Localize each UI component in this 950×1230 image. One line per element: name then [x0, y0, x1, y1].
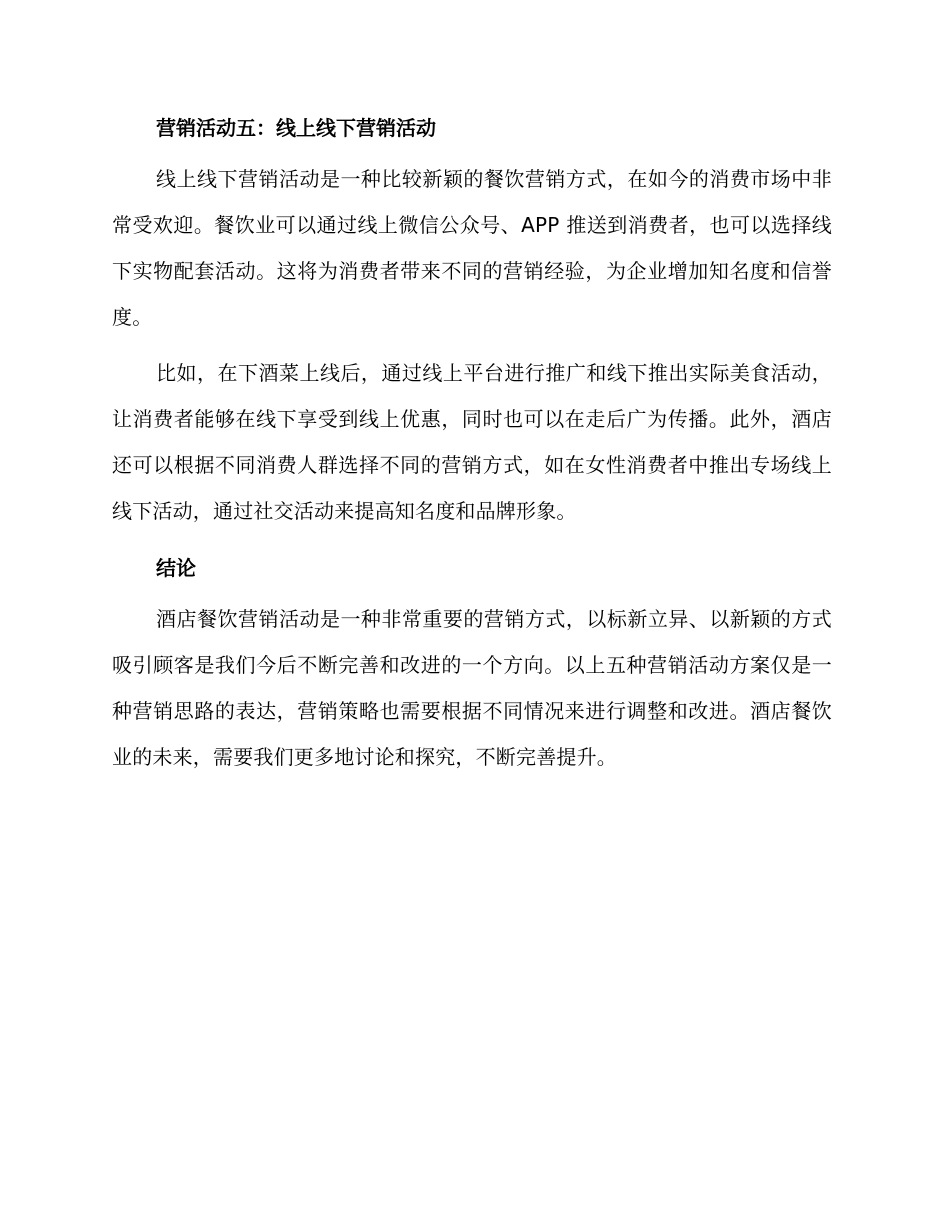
section-heading-conclusion: 结论	[156, 556, 196, 580]
paragraph-online-offline-intro: 线上线下营销活动是一种比较新颖的餐饮营销方式，在如今的消费市场中非常受欢迎。餐饮业可以通过线上微信公众号、APP 推送到消费者，也可以选择线下实物配套活动。这将为消费者带来不同的营销经验，为企业增加知名度和信誉度。	[112, 167, 832, 329]
document-body	[112, 112, 832, 780]
section-heading-online-offline: 营销活动五：线上线下营销活动	[156, 116, 436, 140]
paragraph-online-offline-example: 比如，在下酒菜上线后，通过线上平台进行推广和线下推出实际美食活动，让消费者能够在线下享受到线上优惠，同时也可以在走后广为传播。此外，酒店还可以根据不同消费人群选择不同的营销方式，如在女性消费者中推出专场线上线下活动，通过社交活动来提高知名度和品牌形象。	[112, 361, 832, 523]
paragraph-conclusion: 酒店餐饮营销活动是一种非常重要的营销方式，以标新立异、以新颖的方式吸引顾客是我们今后不断完善和改进的一个方向。以上五种营销活动方案仅是一种营销思路的表达，营销策略也需要根据不同情况来进行调整和改进。酒店餐饮业的未来，需要我们更多地讨论和探究，不断完善提升。	[112, 607, 832, 769]
